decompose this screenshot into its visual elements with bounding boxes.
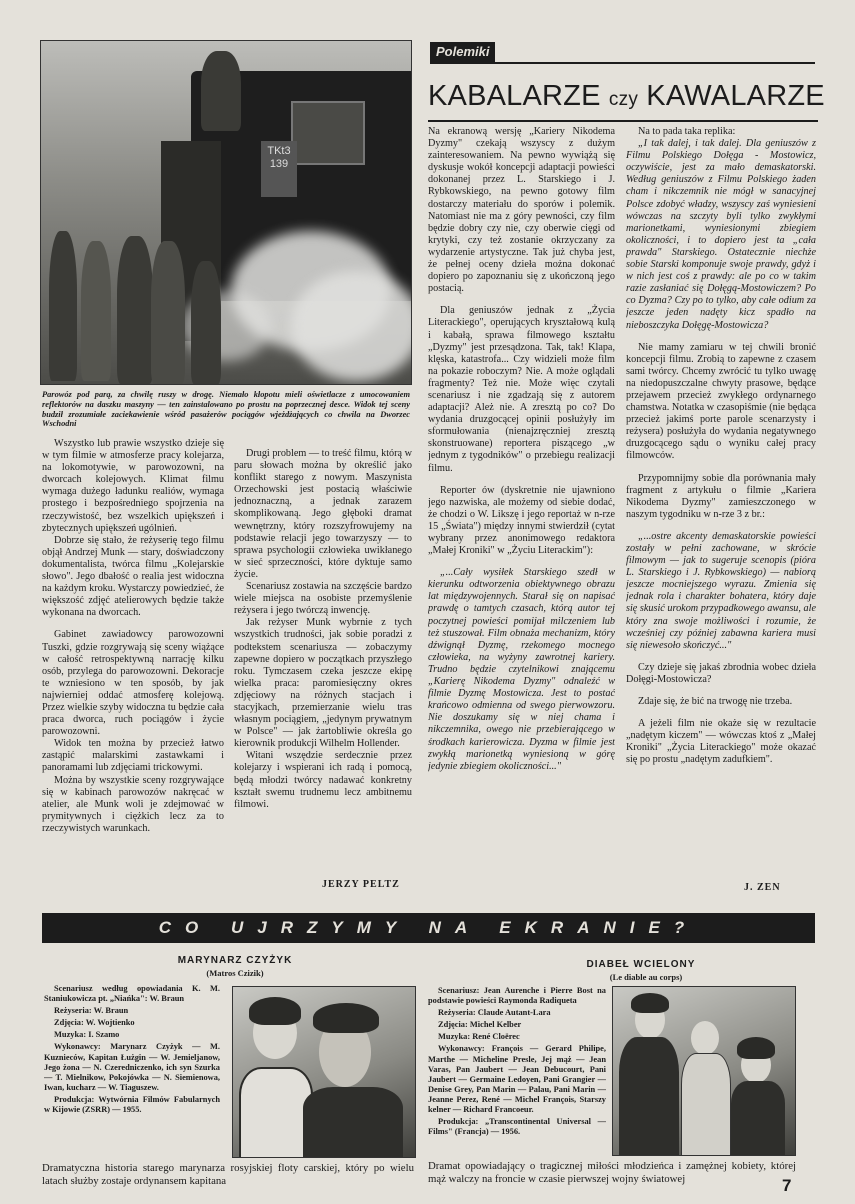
film-still-photo — [612, 986, 796, 1156]
film-original-title: (Le diable au corps) — [609, 972, 683, 982]
paragraph: Gabinet zawiadowcy parowozowni Tuszki, gdzie rozgrywają się sceny wiążące w całość retrospektywną narrację kilku osób, przylega do parowozowni. Dekoracje te wzniesiono w ten sposób, by jak najwierniej oddać atmosferę kolejową. Przez wielkie szyby widoczna tu będzie cała praca dworca, ruch pociągów i życie parowozowni. — [42, 629, 224, 738]
credit-line: Muzyka: René Cloërec — [438, 1032, 520, 1042]
film-description: Dramat opowiadający o tragicznej miłości młodzieńca i zamężnej kobiety, której mąż walczy na froncie w czasie pierwszej wojny światowej — [428, 1160, 796, 1185]
credit-line: Muzyka: I. Szamo — [54, 1030, 120, 1040]
section-tag — [430, 42, 815, 64]
credit-line: Reżyseria: W. Braun — [54, 1006, 129, 1016]
paragraph: A jeżeli film nie okaże się w rezultacie „nadętym kiczem" — wówczas ktoś z „Małej Kroniki" „Życia Literackiego" może okazać się po prostu „nadętym zadufkiem". — [626, 718, 816, 766]
quote: „...Cały wysiłek Starskiego szedł w kierunku odtworzenia obiektywnego obrazu lat międzywojennych. Starał się on napisać prawdę o tamtych czasach, którą autor tej poczytnej powieści pomijał milczeniem lub też stuszował. Film obnaża mechanizm, który dźwignął Dyzmę, rzekomego mocnego człowieka, na wyżyny zawrotnej kariery. Trudno będzie czytelnikowi znającemu „Karierę Nikodema Dyzmy" odnaleźć w filmie Dyzmę Mostowicza. Jest to postać krańcowo odmienna od swego pierwowzoru. Nie doszukamy się w niej chama i nikczemnika, owego nie przebierającego w środkach karierowicza. Dyzma w filmie jest zwykłą marionetką wyniesioną w górę jedynie zbiegiem okoliczności..." — [428, 567, 615, 772]
paragraph: Nie mamy zamiaru w tej chwili bronić koncepcji filmu. Zrobią to zapewne z czasem sami twórcy. Chcemy zwrócić tu tylko uwagę na niedopuszczalne chwyty prasowe, będące przejawem przecież zwykłego ordynarnego chamstwa. Notatka w czasopiśmie (nie będąca przecież jakimś porte parole scenarzysty i reżysera) posłużyła do wydania negatywnego druzgocącego sądu o wyniku całej pracy filmowców. — [626, 341, 816, 462]
section-banner: CO UJRZYMY NA EKRANIE? — [42, 913, 815, 943]
paragraph: Widok ten można by przecież łatwo zastąpić malarskimi zastawkami i panoramami lub zdjęciami trickowymi. — [42, 738, 224, 774]
paragraph: Czy dzieje się jakaś zbrodnia wobec dzieła Dołęgi-Mostowicza? — [626, 661, 816, 685]
quote: „...ostre akcenty demaskatorskie powieści zostały w pełni zachowane, w skrócie filmowym — jak to sugeruje scenopis (pióra L. Starskiego i J. Rybkowskiego) — nabiorą jeszcze mocniejszego wyrazu. Zmienia się jednak rola i charakter bohatera, który daje się skusić urokom przypadkowego awansu, ale który zna swoje możliwości i rozumie, że wcześniej czy później zabawna kariera musi się niewesoło skończyć..." — [626, 530, 816, 651]
credit-line: Zdjęcia: Michel Kelber — [438, 1020, 522, 1030]
headline-czy: czy — [608, 89, 639, 110]
paragraph: Drugi problem — to treść filmu, którą w paru słowach można by określić jako konflikt starego z nowym. Maszynista Orzechowski jest postacią właściwie jednoznaczną, a jednak zarazem skomplikowaną. Jego głęboki dramat wewnętrzny, który rozszyfrowujemy na podstawie relacji jego towarzyszy — to sprawa psychologii człowieka uwikłanego w sieć sprzeczności, które dyktuje samo życie. — [234, 448, 412, 580]
quote: „I tak dalej, i tak dalej. Dla geniuszów z Filmu Polskiego Dołęga - Mostowicz, oczywiście, jest za mało demaskatorski. Według geniuszów z Filmu Polskiego żaden cham i nikczemnik nie mógł w sanacyjnej Polsce zdobyć władzy, wszyscy zaś wyniesieni wówczas na szczyty byli tylko zwykłymi marionetkami, wyniesionymi zbiegiem okoliczności, i to dopiero jest ta „cała prawda" Starskiego. Ostatecznie niechże sobie Starski komponuje swoje prawdy, gdyż i w nich jest coś z prawdy: ale po co w takim razie zasłaniać się Dołęgą-Mostowiczem? Po co Dyzma? Czy po to tylko, aby całe odium za jeszcze jeden nadęty kicz spadło na nieboszczyka Dołęgę-Mostowicza? — [626, 138, 816, 331]
paragraph: Przypomnijmy sobie dla porównania mały fragment z artykułu o filmie „Kariera Nikodema Dyzmy" zamieszczonego w naszym tygodniku w n-rze 3 z br.: — [626, 472, 816, 520]
paragraph: Zdaje się, że bić na trwogę nie trzeba. — [638, 696, 793, 708]
page-number: 7 — [782, 1176, 792, 1195]
credit-line: Wykonawcy: François — Gerard Philipe, Marthe — Micheline Presle, Jej mąż — Jean Varas, Pan Jaubert — Jean Debucourt, Pani Jaubert — Germaine Ledoyen, Pani Grangier — Denise Grey, Pan Marin — Palau, Pani Marin — Jeanne Perez, René — Michel François, Starszy kelner — Richard Francoeur. — [428, 1044, 606, 1115]
paragraph: Na to pada taka replika: — [638, 126, 736, 137]
film-credits — [44, 984, 220, 1156]
author-signature: JERZY PELTZ — [322, 879, 400, 890]
headline — [428, 76, 825, 116]
credit-line: Scenariusz według opowiadania K. M. Staniukowicza pt. „Niańka": W. Braun — [44, 984, 220, 1004]
credit-line: Reżyseria: Claude Autant-Lara — [438, 1008, 551, 1018]
credit-line: Scenariusz: Jean Aurenche i Pierre Bost na podstawie powieści Raymonda Radiqueta — [428, 986, 606, 1006]
paragraph: Dobrze się stało, że reżyserię tego filmu objął Andrzej Munk — stary, doświadczony dokumentalista, twórca filmu „Kolejarskie słowo". Jego dbałość o realia jest widoczna na każdym kroku. Wystarczy powiedzieć, że większość zdjęć atelierowych będzie także wykonana na dworcach. — [42, 534, 224, 619]
photo-locomotive — [40, 40, 412, 385]
film-title: DIABEŁ WCIELONY — [586, 959, 696, 970]
paragraph: Witani wszędzie serdecznie przez kolejarzy i wspierani ich radą i pomocą, będą młodzi twórcy nadawać konkretny kształt swemu trudnemu lecz ambitnemu filmowi. — [234, 750, 412, 810]
paragraph: Scenariusz zostawia na szczęście bardzo wiele miejsca na osobiste przemyślenie reżysera i jego twórczą inwencję. — [234, 581, 412, 617]
photo-caption: Parowóz pod parą, za chwilę ruszy w drogę. Niemało kłopotu mieli oświetlacze z umocowaniem reflektorów na daszku maszyny — ten zainstalowano po prostu na poprzecznej desce. Widok tej sceny budził zrozumiałe zaciekawienie wśród pasażerów pociągów wjeżdżających co chwila na Dworzec Wschodni — [42, 390, 410, 429]
author-signature: J. ZEN — [744, 882, 781, 893]
film-description: Dramatyczna historia starego marynarza rosyjskiej floty carskiej, który po wielu latach służby zostaje ordynansem kapitana — [42, 1162, 414, 1187]
film-title: MARYNARZ CZYŻYK — [177, 955, 293, 966]
credit-line: Produkcja: „Transcontinental Universal — Films" (Francja) — 1956. — [428, 1117, 606, 1137]
film-still-photo — [232, 986, 416, 1158]
credit-line: Produkcja: Wytwórnia Filmów Fabularnych w Kijowie (ZSRR) — 1955. — [44, 1094, 220, 1115]
paragraph: Wszystko lub prawie wszystko dzieje się w tym filmie w atmosferze pracy kolejarza, na lokomotywie, w parowozowni, na dworcach kolejowych. Klimat filmu wymaga dużego ładunku realiów, wymaga prostego i bezpośredniego spojrzenia na rzeczywistość, bez wszelkich upiększeń i zbytecznych upiększeń ugólnień. — [42, 438, 224, 534]
paragraph: Dla geniuszów jednak z „Życia Literackiego", operujących kryształową kulą i kabałą, sprawa filmowego kształtu „Dyzmy" jest przesądzona. Tak, tak! Klapa, klęska, katastrofa... Czy widzieli może film na pokazie roboczym? Nie. A może oglądali fragmenty? Też nie. Może więc czytali scenariusz i nie zgadzają się z autorem adaptacji? Ależ nie. A zresztą po co? Do wydania druzgocącej opinii posłużyły im sformułowania (nienajzręczniej zresztą skonstruowane) reportera piszącego „w jednym z tygodników" o przebiegu realizacji filmu. — [428, 305, 615, 474]
polemic-column-1 — [428, 126, 615, 896]
article-column-1 — [42, 438, 224, 888]
section-label: Polemiki — [430, 42, 495, 62]
article-column-2 — [234, 438, 412, 878]
credit-line: Zdjęcia: W. Wojtienko — [54, 1018, 135, 1028]
paragraph: Można by wszystkie sceny rozgrywające się w kabinach parowozów nakręcać w atelier, ale Munk woli je zdejmować w prymitywnych i ciężkich lecz za to rzeczywistych warunkach. — [42, 774, 224, 834]
locomotive-number-plate: TKt3 139 — [261, 141, 297, 197]
headline-rule — [428, 120, 818, 122]
film-credits — [428, 986, 606, 1154]
paragraph: Na ekranową wersję „Kariery Nikodema Dyzmy" czekają wszyscy z dużym zainteresowaniem. Na pewno wywiążą się dyskusje wokół koncepcji adaptacji powieści dokonanej przez L. Starskiego i J. Rybkowskiego, na pewno gotowy film dostarczy materiału do sporów i polemik. Natomiast nie ma z góry pewności, czy film będzie dobry czy nie, czy oberwie cięgi od krytyki, czy też zostanie okrzyczany za wydarzenie artystyczne. Tak już chyba jest, że pełnej oceny dzieła można dokonać dopiero po zapoznaniu się z ukończoną jego postacią. — [428, 126, 615, 295]
paragraph: Reporter ów (dyskretnie nie ujawniono jego nazwiska, ale możemy od siebie dodać, że chodzi o W. Likszę i jego reportaż w n-rze 15 „Świata") między innymi stwierdził (cytat wybrany przez anonimowego redaktora „Małej Kroniki" w „Życiu Literackim"): — [428, 484, 615, 557]
paragraph: Jak reżyser Munk wybrnie z tych wszystkich trudności, jak sobie poradzi z podtekstem scenariusza — zobaczymy zapewne dopiero w początkach przyszłego roku. Tymczasem czeka jeszcze ekipę wielka praca: paromiesięczny okres zdjęciowy na różnych stacjach i stacyjkach, przemierzanie wielu tras własnym pociągiem, „jedynym prywatnym w Polsce" — jak żartobliwie określa go kierownik produkcji Wilhelm Hollender. — [234, 617, 412, 750]
film-original-title: (Matros Czizik) — [206, 968, 264, 978]
headline-part1: KABALARZE — [428, 80, 601, 112]
headline-part2: KAWALARZE — [646, 80, 825, 112]
polemic-column-2 — [626, 126, 816, 876]
credit-line: Wykonawcy: Marynarz Czyżyk — M. Kuznieców, Kapitan Łużgin — W. Jemieljanow, Jego żona — N. Czeredniczenko, ich syn Szurka — T. Mielnikow, Pokojówka — N. Siemienowa, Iwan, kucharz — W. Tiaguszew. — [44, 1042, 220, 1092]
